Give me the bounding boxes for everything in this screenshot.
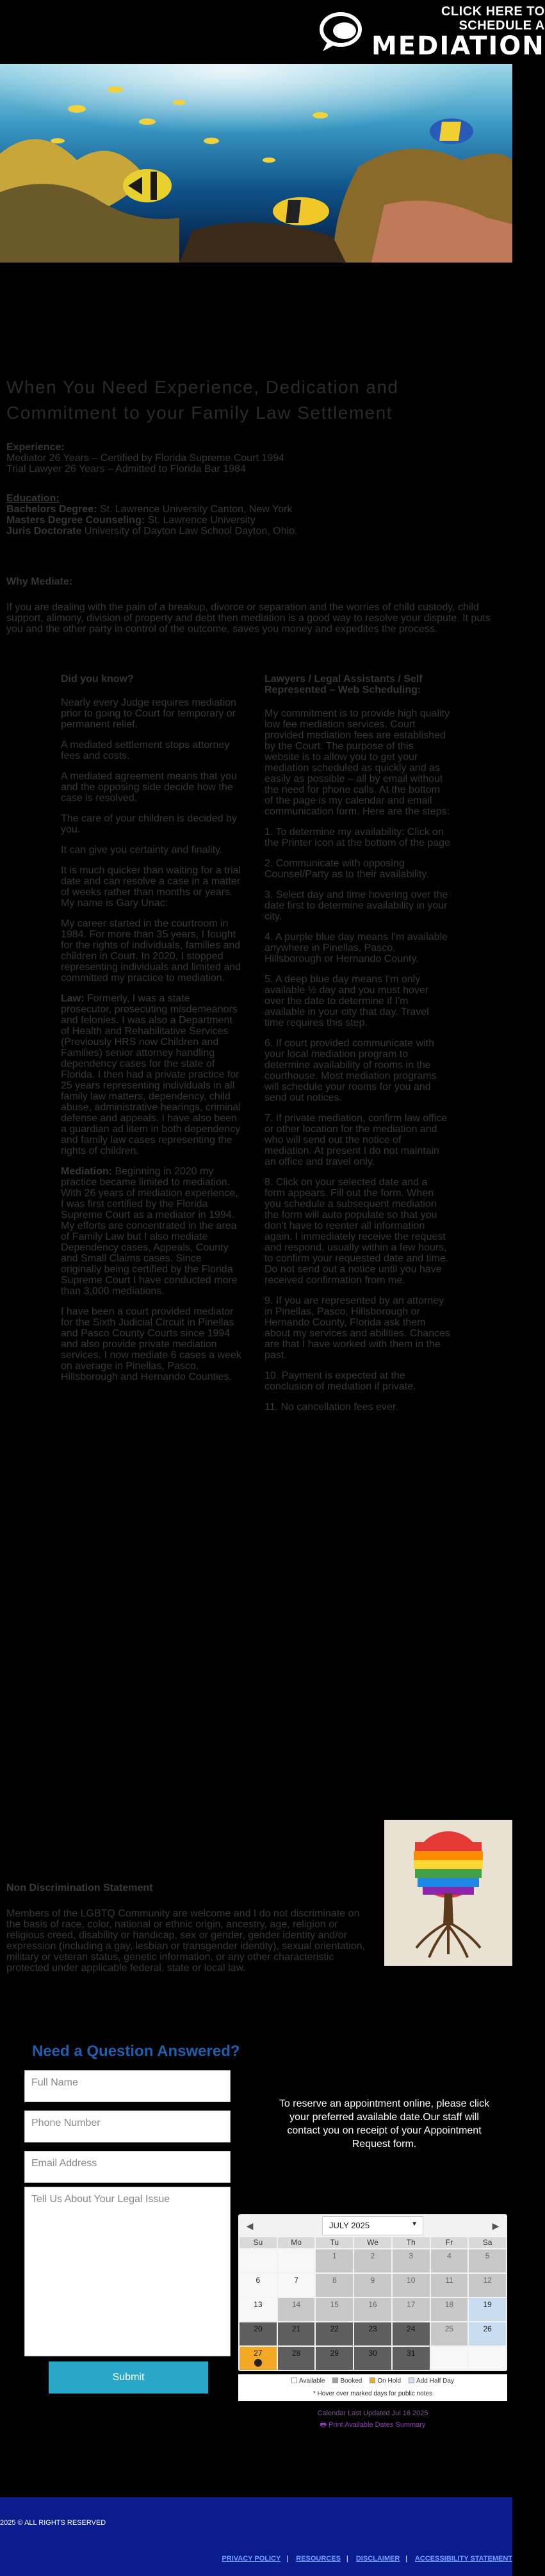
legal-issue-textarea[interactable]: Tell Us About Your Legal Issue xyxy=(24,2187,231,2356)
site-footer xyxy=(0,2497,512,2576)
calendar-day-17[interactable]: 17 xyxy=(393,2298,430,2321)
site-header xyxy=(0,0,545,64)
scheduling-step: 2. Communicate with opposing Counsel/Party as to their availability. xyxy=(264,858,429,880)
experience-block xyxy=(6,442,506,474)
calendar-day-11[interactable]: 11 xyxy=(431,2274,468,2297)
calendar-empty-cell xyxy=(431,2347,468,2370)
scheduling-step: 6. If court provided communicate with your local mediation program to determine availability of rooms in the courthouse. Most mediation programs will schedule your rooms for you and send out notices. xyxy=(264,1038,437,1103)
experience-line: Mediator 26 Years – Certified by Florida Supreme Court 1994 xyxy=(6,453,285,464)
scheduling-step: 11. No cancellation fees ever. xyxy=(264,1402,398,1413)
education-line xyxy=(6,526,506,537)
scheduling-step: 8. Click on your selected date and a form appears. Fill out the form. When you schedule a subsequent mediation the form will auto populate so that you don't have to reenter all information again. I immediately receive the request and respond, usually within a few hours, to confirm your requested date and time. Do not send out a notice until you have received confirmation from me. xyxy=(264,1177,449,1286)
weekday-header: Tu xyxy=(316,2237,353,2248)
calendar-day-1[interactable]: 1 xyxy=(316,2249,353,2272)
scheduling-step: 1. To determine my availability: Click on the Printer icon at the bottom of the page xyxy=(264,827,450,848)
month-select[interactable] xyxy=(322,2216,423,2235)
print-available-dates-link[interactable] xyxy=(238,2419,507,2431)
calendar-day-20[interactable]: 20 xyxy=(240,2322,277,2345)
education-label: Education: xyxy=(6,493,60,504)
legend-item xyxy=(370,2378,401,2385)
weekday-header: We xyxy=(354,2237,391,2248)
calendar-day-8[interactable]: 8 xyxy=(316,2274,353,2297)
legend-item xyxy=(332,2378,362,2385)
did-you-know-item: The care of your children is decided by you. xyxy=(61,813,237,835)
calendar-day-5[interactable]: 5 xyxy=(469,2249,506,2272)
question-form-title: Need a Question Answered? xyxy=(32,2043,240,2060)
mediation-paragraph xyxy=(61,1166,243,1297)
why-mediate-text: If you are dealing with the pain of a breakup, divorce or separation and the worries of child custody, child support, alimony, division of property and debt then mediation is a good way to resolve your dispute. It puts you and the other party in control of the outcome, saves you money and expedites the process. xyxy=(6,602,491,635)
privacy-policy-link[interactable]: PRIVACY POLICY xyxy=(222,2555,281,2563)
page-heading: When You Need Experience, Dedication and Commitment to your Family Law Settlement xyxy=(6,377,399,423)
calendar-updated-text: Calendar Last Updated Jul 16 2025 xyxy=(317,2410,428,2417)
availability-calendar xyxy=(238,2214,507,2371)
legend-item xyxy=(291,2378,325,2385)
legend-label: Booked xyxy=(340,2377,362,2385)
calendar-day-7[interactable]: 7 xyxy=(278,2274,315,2297)
law-paragraph xyxy=(61,993,243,1156)
calendar-day-4[interactable]: 4 xyxy=(431,2249,468,2272)
why-mediate-label: Why Mediate: xyxy=(6,576,73,587)
legend-swatch xyxy=(332,2378,338,2383)
did-you-know-column xyxy=(61,674,243,1392)
prev-month-button[interactable]: ◀ xyxy=(246,2221,254,2231)
calendar-day-21[interactable]: 21 xyxy=(278,2322,315,2345)
court-mediator-paragraph: I have been a court provided mediator for the Sixth Judicial Circuit in Pinellas and Pasco County Courts since 1994 and also provide private mediation services. I now mediate 6 cases a week on average in Pinellas, Pasco, Hillsborough and Hernando Counties. xyxy=(61,1306,241,1382)
weekday-header: Mo xyxy=(278,2237,315,2248)
calendar-day-12[interactable]: 12 xyxy=(469,2274,506,2297)
calendar-empty-cell xyxy=(469,2347,506,2370)
legend-item xyxy=(409,2378,454,2385)
next-month-button[interactable]: ▶ xyxy=(492,2221,500,2231)
legend-swatch xyxy=(409,2378,414,2383)
degree-label: Juris Doctorate xyxy=(6,526,82,537)
calendar-day-23[interactable]: 23 xyxy=(354,2322,391,2345)
weekday-header: Su xyxy=(240,2237,277,2248)
cta-big-text: MEDIATION xyxy=(371,31,545,61)
web-scheduling-title: Lawyers / Legal Assistants / Self Represented – Web Scheduling: xyxy=(264,674,423,695)
scheduling-step: 3. Select day and time hovering over the date first to determine availability in your city. xyxy=(264,889,448,922)
degree-label: Bachelors Degree: xyxy=(6,504,97,515)
legend-label: Available xyxy=(299,2377,325,2385)
did-you-know-item: It is much quicker than waiting for a trial date and can resolve a case in a matter of weeks rather than months or years. My name is Gary Unac: xyxy=(61,865,241,909)
full-name-input[interactable]: Full Name xyxy=(24,2070,231,2102)
calendar-day-9[interactable]: 9 xyxy=(354,2274,391,2297)
weekday-header: Th xyxy=(393,2237,430,2248)
scheduling-step: 9. If you are represented by an attorney in Pinellas, Pasco, Hillsborough or Hernando County, Florida ask them about my services and abilities. Chances are that I have worked with them in the past. xyxy=(264,1295,450,1361)
experience-label: Experience: xyxy=(6,442,65,453)
footer-links: PRIVACY POLICY | RESOURCES | DISCLAIMER | ACCESSIBILITY STATEMENT xyxy=(222,2555,512,2563)
web-scheduling-column xyxy=(264,674,450,1422)
calendar-day-31[interactable]: 31 xyxy=(393,2347,430,2370)
calendar-day-16[interactable]: 16 xyxy=(354,2298,391,2321)
calendar-day-19[interactable]: 19 xyxy=(469,2298,506,2321)
law-label: Law: xyxy=(61,993,85,1004)
calendar-day-13[interactable]: 13 xyxy=(240,2298,277,2321)
mediation-label: Mediation: xyxy=(61,1166,112,1177)
calendar-day-30[interactable]: 30 xyxy=(354,2347,391,2370)
education-block xyxy=(6,493,506,537)
phone-input[interactable]: Phone Number xyxy=(24,2110,231,2143)
school-text: University of Dayton Law School Dayton, Ohio. xyxy=(81,526,298,537)
calendar-day-2[interactable]: 2 xyxy=(354,2249,391,2272)
education-line xyxy=(6,504,506,515)
weekday-header: Sa xyxy=(469,2237,506,2248)
appointment-instructions: To reserve an appointment online, please click your preferred available date.Our staff will contact you on receipt of your Appointment Request form. xyxy=(279,2098,490,2150)
calendar-grid xyxy=(238,2237,507,2371)
submit-button[interactable]: Submit xyxy=(49,2361,208,2394)
legend-label: Add Half Day xyxy=(416,2377,454,2385)
scheduling-step: My commitment is to provide high quality low fee mediation services. Court provided mediation fees are established by the Court. The purpose of this website is to allow you to get your mediation scheduled as quickly and as easily as possible – all by email without the need for phone calls. At the bottom of the page is my calendar and email communication form. Here are the steps: xyxy=(264,708,450,817)
rainbow-tree-image xyxy=(384,1820,512,1966)
month-select-value: JULY 2025 xyxy=(329,2221,370,2230)
did-you-know-item: It can give you certainty and finality. xyxy=(61,845,223,855)
cta-small-text: CLICK HERE TO SCHEDULE A xyxy=(441,4,545,33)
hover-note: * Hover over marked days for public notes xyxy=(238,2387,507,2401)
calendar-day-27[interactable]: 27 xyxy=(240,2347,277,2370)
schedule-mediation-cta[interactable] xyxy=(316,4,545,61)
scheduling-step: 10. Payment is expected at the conclusion of mediation if private. xyxy=(264,1370,416,1392)
chevron-down-icon: ▼ xyxy=(411,2221,418,2228)
calendar-day-18[interactable]: 18 xyxy=(431,2298,468,2321)
calendar-day-28[interactable]: 28 xyxy=(278,2347,315,2370)
calendar-day-6[interactable]: 6 xyxy=(240,2274,277,2297)
calendar-day-24[interactable]: 24 xyxy=(393,2322,430,2345)
calendar-empty-cell xyxy=(278,2249,315,2272)
did-you-know-title: Did you know? xyxy=(61,674,134,685)
scheduling-step: 4. A purple blue day means I'm available anywhere in Pinellas, Pasco, Hillsborough or Hernando County. xyxy=(264,932,448,964)
legend-swatch xyxy=(291,2378,297,2383)
did-you-know-item: A mediated agreement means that you and the opposing side decide how the case is resolved. xyxy=(61,771,237,804)
degree-label: Masters Degree Counseling: xyxy=(6,515,145,526)
non-discrimination-text: Members of the LGBTQ Community are welcome and I do not discriminate on the basis of race, color, national or ethnic origin, ancestry, age, religion or religious creed, disability or handicap, sex or gender, gender identity and/or expression (including a gay, lesbian or transgender identity), sexual orientation, military or veteran status, genetic information, or any other characteristic protected under applicable federal, state or local law. xyxy=(6,1908,366,1973)
printer-icon: 🖶 xyxy=(320,2421,329,2429)
accessibility-statement-link[interactable]: ACCESSIBILITY STATEMENT xyxy=(414,2555,512,2563)
legend-label: On Hold xyxy=(377,2377,402,2385)
calendar-day-10[interactable]: 10 xyxy=(393,2274,430,2297)
calendar-day-3[interactable]: 3 xyxy=(393,2249,430,2272)
calendar-day-15[interactable]: 15 xyxy=(316,2298,353,2321)
non-discrimination-title: Non Discrimination Statement xyxy=(6,1883,153,1893)
education-line xyxy=(6,515,506,526)
scheduling-step: 5. A deep blue day means I'm only available ½ day and you must hover over the date to determine if I'm available in your city that day. Travel time requires this step. xyxy=(264,974,429,1028)
legend-swatch xyxy=(370,2378,375,2383)
did-you-know-item: A mediated settlement stops attorney fees and costs. xyxy=(61,740,230,761)
calendar-empty-cell xyxy=(240,2249,277,2272)
calendar-legend xyxy=(238,2374,507,2387)
calendar-day-22[interactable]: 22 xyxy=(316,2322,353,2345)
did-you-know-item: Nearly every Judge requires mediation prior to going to Court for temporary or permanent relief. xyxy=(61,697,236,730)
disclaimer-link[interactable]: DISCLAIMER xyxy=(355,2555,400,2563)
email-input[interactable]: Email Address xyxy=(24,2151,231,2183)
calendar-day-25[interactable]: 25 xyxy=(431,2322,468,2345)
calendar-day-29[interactable]: 29 xyxy=(316,2347,353,2370)
law-text: Formerly, I was a state prosecutor, prosecuting misdemeanors and felonies. I was also a Department of Health and Rehabilitative Services (Previously HRS now Children and Families) senior attorney handling dependency cases for the state of Florida. I then had a private practice for 25 years representing individuals in all family law matters, dependency, child abuse, administrative hearings, criminal defense and appeals. I have also been a guardian ad litem in both dependency and family law cases representing the rights of children. xyxy=(61,993,241,1156)
clock-icon xyxy=(254,2359,262,2367)
chat-bubbles-icon xyxy=(316,9,371,55)
resources-link[interactable]: RESOURCES xyxy=(296,2555,341,2563)
experience-line: Trial Lawyer 26 Years – Admitted to Florida Bar 1984 xyxy=(6,464,246,474)
school-text: St. Lawrence University xyxy=(145,515,256,526)
calendar-day-26[interactable]: 26 xyxy=(469,2322,506,2345)
copyright-text: 2025 © ALL RIGHTS RESERVED xyxy=(0,2519,106,2527)
career-paragraph: My career started in the courtroom in 1984. For more than 35 years, I fought for the rights of individuals, families and children in Court. In 2020, I stopped representing individuals and limited and committed my practice to mediation. xyxy=(61,918,241,984)
weekday-header: Fr xyxy=(431,2237,468,2248)
hero-reef-image xyxy=(0,64,512,263)
calendar-day-14[interactable]: 14 xyxy=(278,2298,315,2321)
school-text: St. Lawrence University Canton, New York xyxy=(97,504,293,515)
print-link-label: Print Available Dates Summary xyxy=(329,2421,426,2429)
scheduling-step: 7. If private mediation, confirm law office or other location for the mediation and who will send out the notice of mediation. At present I do not maintain an office and travel only. xyxy=(264,1113,448,1167)
mediation-text: Beginning in 2020 my practice became limited to mediation. With 26 years of mediation experience, I was first certified by the Florida Supreme Court as a mediator in 1994. My efforts are concentrated in the area of Family Law but I also mediate Dependency cases, Appeals, County and Small Claims cases. Since originally being certified by the Florida Supreme Court I have conducted more than 3,000 mediations. xyxy=(61,1166,238,1297)
